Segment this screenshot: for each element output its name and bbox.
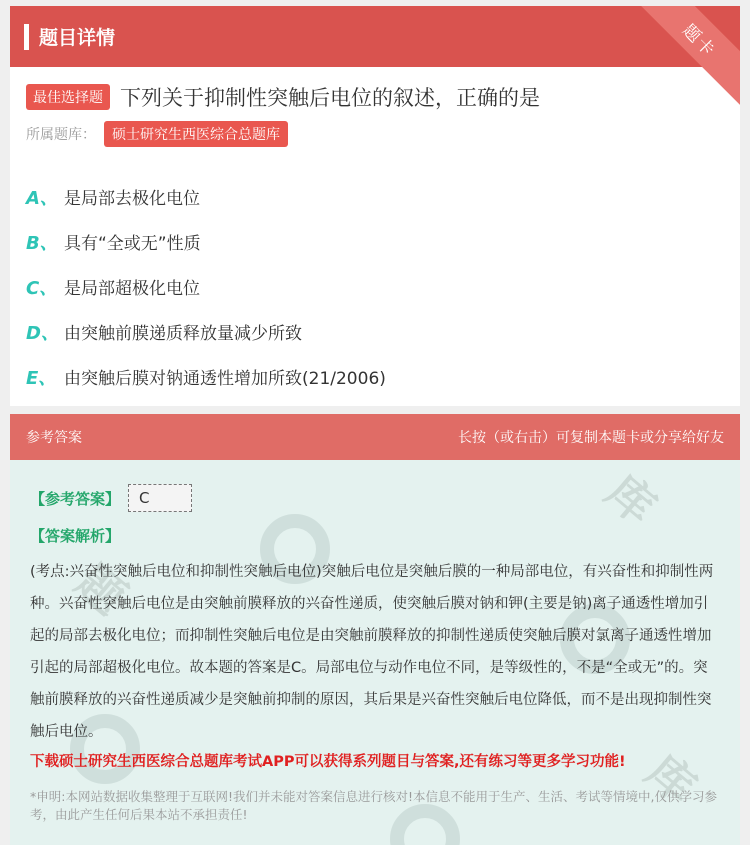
question-type-tag: 最佳选择题 (26, 84, 110, 110)
answer-header (10, 414, 740, 460)
answer-header-title: 参考答案 (26, 430, 82, 446)
header-accent-bar (24, 24, 29, 50)
reference-answer-label: 【参考答案】 (30, 489, 121, 508)
option-letter: D、 (26, 322, 59, 344)
option-text: 由突触前膜递质释放量减少所致 (64, 324, 302, 344)
watermark-glyph: 库 (596, 463, 667, 535)
analysis-label: 【答案解析】 (30, 527, 121, 545)
option-d[interactable] (26, 309, 386, 354)
bank-tag[interactable]: 硕士研究生西医综合总题库 (104, 121, 288, 147)
watermark-glyph: 库 (636, 743, 707, 815)
option-c[interactable] (26, 264, 386, 309)
option-text: 具有“全或无”性质 (64, 234, 201, 254)
answer-card (10, 414, 740, 845)
option-letter: C、 (26, 277, 58, 299)
reference-answer-value: C (128, 484, 192, 512)
question-row (26, 82, 540, 112)
option-letter: E、 (26, 367, 57, 389)
option-e[interactable] (26, 354, 386, 399)
option-text: 是局部超极化电位 (64, 279, 200, 299)
question-text: 下列关于抑制性突触后电位的叙述，正确的是 (120, 86, 540, 110)
option-text: 由突触后膜对钠通透性增加所致(21/2006) (64, 369, 386, 389)
app-promo-link[interactable]: 下载硕士研究生西医综合总题库考试APP可以获得系列题目与答案,还有练习等更多学习功能! (30, 754, 626, 770)
option-list (26, 174, 386, 399)
question-card (10, 6, 740, 406)
corner-ribbon: 题卡 (635, 6, 740, 105)
bank-label: 所属题库： (26, 127, 96, 143)
option-text: 是局部去极化电位 (64, 189, 200, 209)
option-a[interactable] (26, 174, 386, 219)
option-letter: B、 (26, 232, 58, 254)
disclaimer: *申明:本网站数据收集整理于互联网!我们并未能对答案信息进行核对!本信息不能用于生产、生活、考试等情境中,仅供学习参考，由此产生任何后果本站不承担责任! (30, 789, 717, 822)
analysis-text: (考点:兴奋性突触后电位和抑制性突触后电位)突触后电位是突触后膜的一种局部电位，有兴奋性和抑制性两种。兴奋性突触后电位是由突触前膜释放的兴奋性递质，使突触后膜对钠和钾(主要是钠)离子通透性增加引起的局部去极化电位；而抑制性突触后电位是由突触前膜释放的抑制性递质使突触后膜对氯离子通透性增加引起的局部超极化电位。故本题的答案是C。局部电位与动作电位不同，是等级性的，不是“全或无”的。突触前膜释放的兴奋性递质减少是突触前抑制的原因，其后果是兴奋性突触后电位降低，而不是出现抑制性突触后电位。 (30, 564, 714, 740)
share-hint: 长按（或右击）可复制本题卡或分享给好友 (458, 430, 724, 446)
reference-answer-row (30, 484, 192, 512)
option-b[interactable] (26, 219, 386, 264)
option-letter: A、 (26, 187, 58, 209)
header (10, 6, 740, 67)
watermark-glyph: 题 (66, 553, 137, 625)
question-bank-row (26, 121, 288, 147)
page-title: 题目详情 (39, 27, 116, 49)
